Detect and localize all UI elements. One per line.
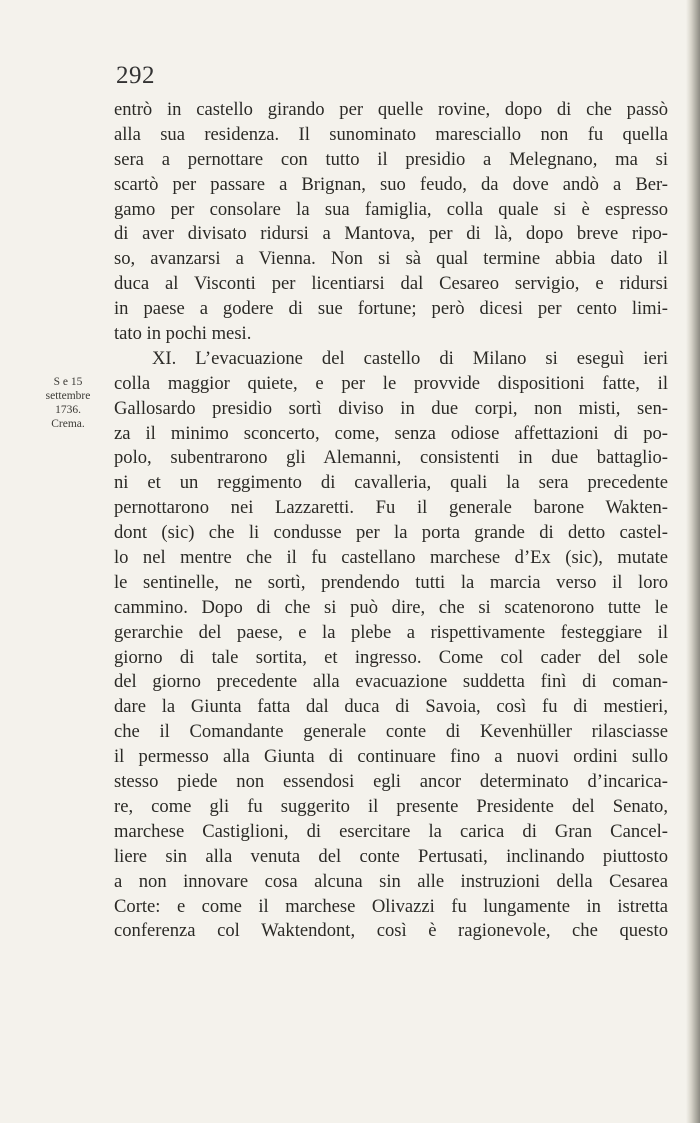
text-line: a non innovare cosa alcuna sin alle instruzioni della Cesarea — [114, 870, 668, 892]
text-line: giorno di tale sortita, et ingresso. Come col cader del sole — [114, 646, 668, 668]
text-line: il permesso alla Giunta di continuare fino a nuovi ordini sullo — [114, 746, 668, 768]
text-line: re, come gli fu suggerito il presente Presidente del Senato, — [114, 795, 668, 817]
margin-note-line: settembre — [45, 390, 91, 402]
text-line: Gallosardo presidio sortì diviso in due corpi, non misti, sen- — [114, 397, 668, 419]
text-line: za il minimo sconcerto, come, senza odiose affettazioni di po- — [114, 422, 668, 444]
text-line: scartò per passare a Brignan, suo feudo, da dove andò a Ber- — [114, 173, 668, 195]
text-line: stesso piede non essendosi egli ancor determinato d’incarica- — [114, 771, 668, 793]
text-line: dare la Giunta fatta dal duca di Savoia, così fu di mestieri, — [114, 696, 668, 718]
text-line: in paese a godere di sue fortune; però dicesi per cento limi- — [114, 298, 668, 320]
text-line: colla maggior quiete, e per le provvide dispositioni fatte, il — [114, 372, 668, 394]
text-line: pernottarono nei Lazzaretti. Fu il generale barone Wakten- — [114, 497, 668, 519]
text-line: entrò in castello girando per quelle rovine, dopo di che passò — [114, 99, 668, 120]
text-line: del giorno precedente alla evacuazione suddetta finì di coman- — [114, 671, 668, 693]
text-line: dont (sic) che li condusse per la porta grande di detto castel- — [114, 522, 668, 544]
text-line: alla sua residenza. Il sunominato maresciallo non fu quella — [114, 123, 668, 145]
margin-note-line: Crema. — [51, 418, 85, 430]
text-line: gamo per consolare la sua famiglia, colla quale si è espresso — [114, 198, 668, 220]
text-line: gerarchie del paese, e la plebe a rispettivamente festeggiare il — [114, 621, 668, 643]
page-edge-shadow — [686, 0, 700, 1123]
section-heading-line: XI. L’evacuazione del castello di Milano si eseguì ieri — [152, 347, 668, 369]
body-text — [114, 98, 668, 944]
text-line: cammino. Dopo di che si può dire, che si scatenorono tutte le — [114, 596, 668, 618]
text-line: so, avanzarsi a Vienna. Non si sà qual termine abbia dato il — [114, 248, 668, 270]
margin-note-line: 1736. — [55, 404, 81, 416]
text-line: tato in pochi mesi. — [114, 323, 252, 345]
text-line: marchese Castiglioni, di esercitare la carica di Gran Cancel- — [114, 820, 668, 842]
text-line: ni et un reggimento di cavalleria, quali la sera precedente — [114, 472, 668, 494]
text-line: duca al Visconti per licentiarsi dal Cesareo servigio, e ridursi — [114, 273, 668, 295]
text-line: liere sin alla venuta del conte Pertusati, inclinando piuttosto — [114, 845, 668, 867]
margin-note-line: S e 15 — [53, 376, 83, 388]
margin-note — [34, 375, 102, 431]
text-line: le sentinelle, ne sortì, prendendo tutti la marcia verso il loro — [114, 571, 668, 593]
text-line: polo, subentrarono gli Alemanni, consistenti in due battaglio- — [114, 447, 668, 469]
text-line: sera a pernottare con tutto il presidio a Melegnano, ma si — [114, 148, 668, 170]
text-line: Corte: e come il marchese Olivazzi fu lungamente in istretta — [114, 895, 668, 917]
page-number: 292 — [116, 62, 155, 89]
text-line: lo nel mentre che il fu castellano marchese d’Ex (sic), mutate — [114, 547, 668, 569]
text-line: di aver divisato ridursi a Mantova, per di là, dopo breve ripo- — [114, 223, 668, 245]
text-line: conferenza col Waktendont, così è ragionevole, che questo — [114, 920, 668, 942]
text-line: che il Comandante generale conte di Kevenhüller rilasciasse — [114, 721, 668, 743]
